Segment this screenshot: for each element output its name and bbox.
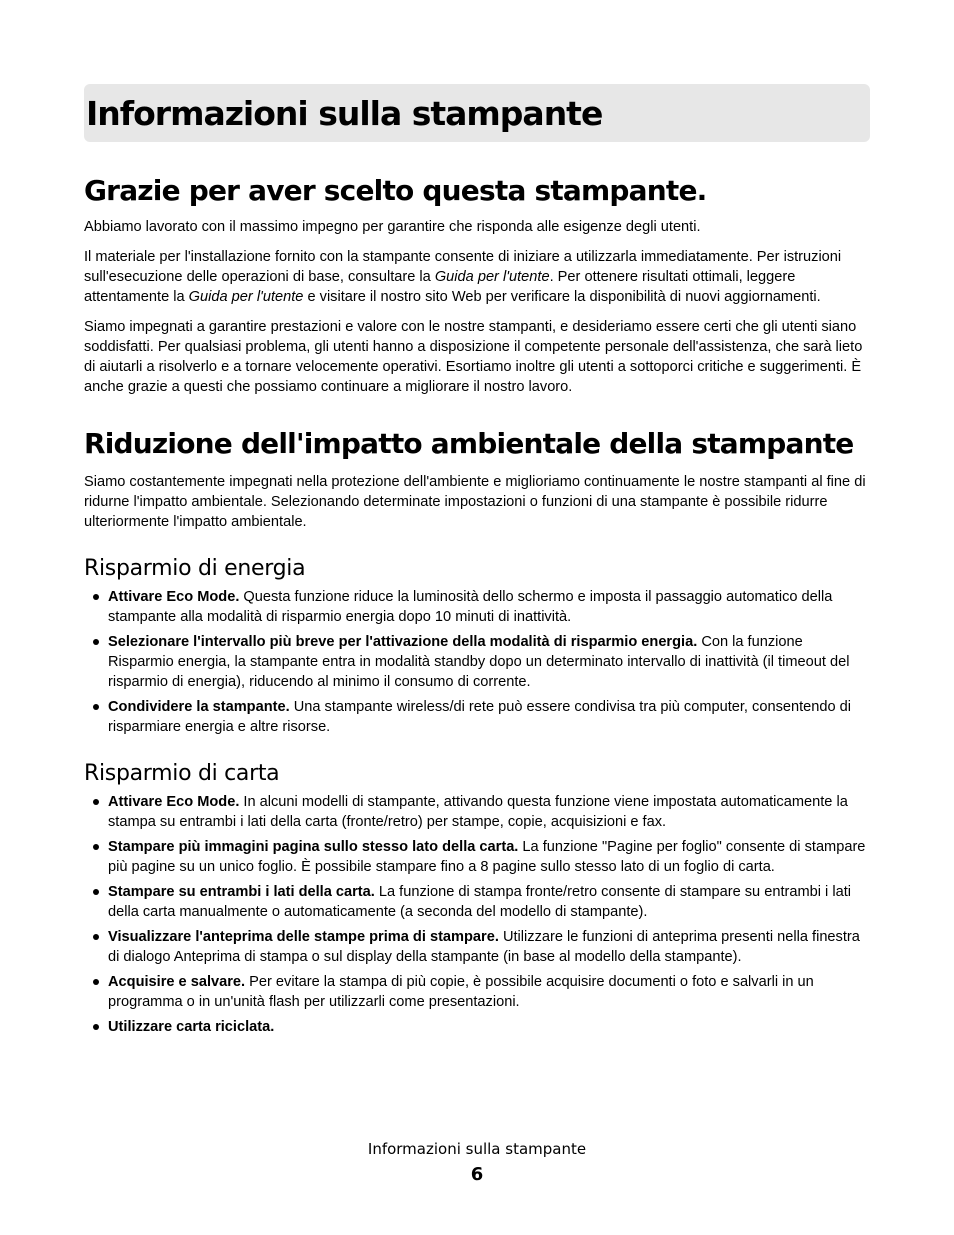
paragraph bbox=[84, 247, 870, 307]
list-item bbox=[84, 837, 870, 877]
list-item-bold: Condividere la stampante. bbox=[108, 699, 290, 715]
list-item-text: In alcuni modelli di stampante, attivando questa funzione viene impostata automaticamente la stampa su entrambi i lati della carta (fronte/retro) per stampe, copie, acquisizioni e fax. bbox=[108, 794, 848, 830]
page-number: 6 bbox=[470, 1164, 484, 1185]
text-run: Il materiale per l'installazione fornito con la stampante consente di iniziare a utilizzarla immediatamente. Per istruzioni sull'esecuzione delle operazioni di base, consultare la bbox=[84, 249, 842, 285]
list-item bbox=[84, 792, 870, 832]
page-content bbox=[84, 84, 870, 1042]
section-heading-thanks: Grazie per aver scelto questa stampante. bbox=[84, 174, 707, 207]
list-item-bold: Stampare più immagini pagina sullo stesso lato della carta. bbox=[108, 839, 519, 855]
energy-bullet-list bbox=[84, 587, 870, 737]
paragraph: Abbiamo lavorato con il massimo impegno per garantire che risponda alle esigenze degli utenti. bbox=[84, 219, 701, 235]
paragraph: Siamo costantemente impegnati nella protezione dell'ambiente e miglioriamo continuamente le nostre stampanti al fine di ridurne l'impatto ambientale. Selezionando determinate impostazioni o funzioni di una stampante è possibile ridurre ulteriormente l'impatto ambientale. bbox=[84, 474, 866, 530]
chapter-title-bar bbox=[84, 84, 870, 142]
list-item-text: Per evitare la stampa di più copie, è possibile acquisire documenti o foto e salvarli in un programma o in un'unità flash per utilizzarli come presentazioni. bbox=[108, 974, 814, 1010]
paragraph: Siamo impegnati a garantire prestazioni e valore con le nostre stampanti, e desideriamo essere certi che gli utenti siano soddisfatti. Per qualsiasi problema, gli utenti hanno a disposizione il competente personale dell'assistenza, che sarà lieto di aiutarli a risolverlo e a tornare velocemente operativi. Esortiamo inoltre gli utenti a sottoporci critiche e suggerimenti. È anche grazie a questi che possiamo continuare a migliorare il nostro lavoro. bbox=[84, 319, 863, 395]
text-run: e visitare il nostro sito Web per verificare la disponibilità di nuovi aggiornamenti. bbox=[303, 289, 821, 305]
list-item-bold: Utilizzare carta riciclata. bbox=[108, 1019, 275, 1035]
footer-section-name: Informazioni sulla stampante bbox=[367, 1140, 587, 1158]
italic-guide-title: Guida per l'utente bbox=[434, 269, 550, 285]
list-item-bold: Selezionare l'intervallo più breve per l'attivazione della modalità di risparmio energia. bbox=[108, 634, 698, 650]
list-item-bold: Visualizzare l'anteprima delle stampe prima di stampare. bbox=[108, 929, 499, 945]
list-item-bold: Stampare su entrambi i lati della carta. bbox=[108, 884, 375, 900]
section-heading-environment: Riduzione dell'impatto ambientale della stampante bbox=[84, 427, 854, 460]
list-item-bold: Attivare Eco Mode. bbox=[108, 794, 240, 810]
list-item bbox=[84, 632, 870, 692]
list-item-text: La funzione di stampa fronte/retro consente di stampare su entrambi i lati della carta manualmente o automaticamente (a seconda del modello di stampante). bbox=[108, 884, 852, 920]
list-item-text: Questa funzione riduce la luminosità dello schermo e imposta il passaggio automatico della stampante alla modalità di risparmio energia dopo 10 minuti di inattività. bbox=[108, 589, 833, 625]
list-item-text: Con la funzione Risparmio energia, la stampante entra in modalità standby dopo un determinato intervallo di inattività (il timeout del risparmio di energia), riducendo al minimo il consumo di corrente. bbox=[108, 634, 850, 690]
list-item-bold: Acquisire e salvare. bbox=[108, 974, 246, 990]
list-item bbox=[84, 1017, 870, 1037]
list-item bbox=[84, 697, 870, 737]
italic-guide-title: Guida per l'utente bbox=[188, 289, 304, 305]
page-footer bbox=[0, 1140, 954, 1185]
subheading-energy: Risparmio di energia bbox=[84, 556, 306, 581]
list-item bbox=[84, 587, 870, 627]
list-item-text: Utilizzare le funzioni di anteprima presenti nella finestra di dialogo Anteprima di stampa o sul display della stampante (in base al modello della stampante). bbox=[108, 929, 860, 965]
list-item-text: Una stampante wireless/di rete può essere condivisa tra più computer, consentendo di risparmiare energia e altre risorse. bbox=[108, 699, 852, 735]
page-title: Informazioni sulla stampante bbox=[86, 93, 603, 133]
list-item-text: La funzione "Pagine per foglio" consente di stampare più pagine su un unico foglio. È possibile stampare fino a 8 pagine sullo stesso lato di un foglio di carta. bbox=[108, 839, 866, 875]
paper-bullet-list bbox=[84, 792, 870, 1037]
list-item-bold: Attivare Eco Mode. bbox=[108, 589, 240, 605]
text-run: . Per ottenere risultati ottimali, leggere attentamente la bbox=[84, 269, 796, 305]
list-item bbox=[84, 972, 870, 1012]
subheading-paper: Risparmio di carta bbox=[84, 761, 280, 786]
list-item bbox=[84, 927, 870, 967]
list-item bbox=[84, 882, 870, 922]
